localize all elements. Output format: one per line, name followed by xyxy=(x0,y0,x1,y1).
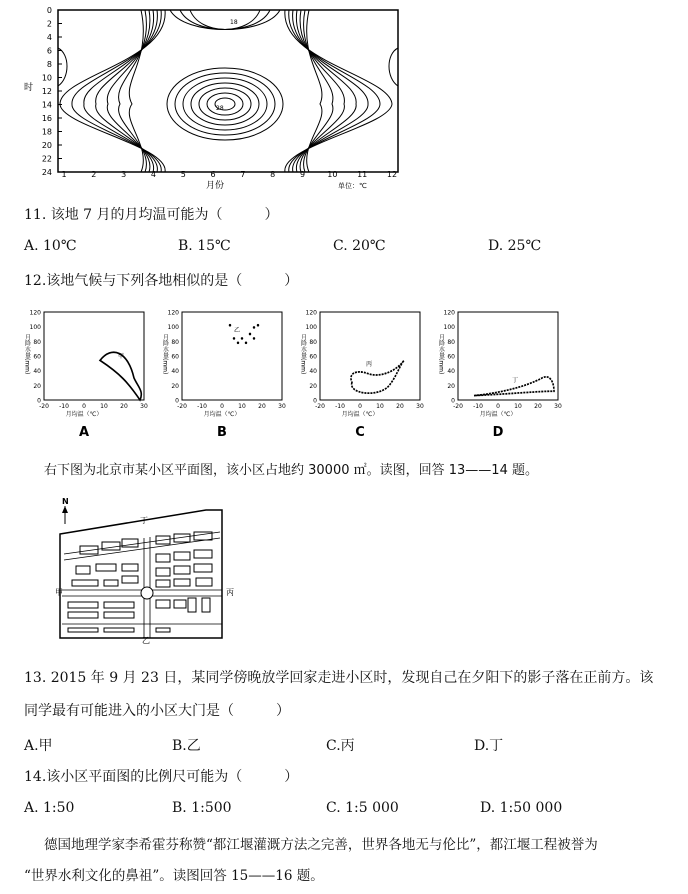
contour-y-tick-label: 16 xyxy=(41,114,52,123)
q13-option-c[interactable]: C.丙 xyxy=(326,738,355,754)
contour-value-label-28: 28 xyxy=(216,105,224,112)
climate-x-tick-label: 10 xyxy=(376,403,384,410)
climate-station-label: 甲 xyxy=(118,353,125,360)
building xyxy=(156,600,170,608)
question-13-line2: 同学最有可能进入的小区大门是（ ） xyxy=(24,703,290,719)
climate-y-tick-label: 120 xyxy=(443,309,455,317)
north-arrow-icon xyxy=(62,506,68,524)
climate-curve-path xyxy=(351,360,404,393)
building xyxy=(174,579,190,586)
contour-lines xyxy=(58,10,398,172)
climate-y-tick-label: 0 xyxy=(451,397,455,405)
contour-line xyxy=(296,10,356,172)
building xyxy=(96,564,116,571)
contour-x-tick-label: 5 xyxy=(180,170,186,179)
climate-y-tick-label: 100 xyxy=(443,324,455,332)
contour-line xyxy=(58,48,67,86)
contour-x-axis-label: 月份 xyxy=(206,181,225,191)
climate-y-tick-label: 20 xyxy=(33,382,41,390)
climate-y-tick-label: 120 xyxy=(305,309,317,317)
contour-line xyxy=(129,10,143,172)
isotherm-contour-chart xyxy=(20,6,400,192)
contour-y-tick-label: 2 xyxy=(46,19,52,29)
building xyxy=(202,598,210,612)
intro-15-16-line2: “世界水利文化的鼻祖”。读图回答 15——16 题。 xyxy=(24,868,324,884)
contour-line xyxy=(167,68,283,140)
climate-y-tick-label: 100 xyxy=(167,324,179,332)
climate-point xyxy=(233,337,235,340)
building xyxy=(104,612,134,618)
building xyxy=(102,542,120,550)
climate-x-axis-label: 月均温（℃） xyxy=(479,411,517,418)
climate-y-tick-label: 60 xyxy=(33,353,41,361)
contour-line xyxy=(119,10,147,172)
climate-y-tick-label: 80 xyxy=(309,338,317,346)
contour-x-tick-label: 2 xyxy=(91,170,97,179)
question-13-line1: 13. 2015 年 9 月 23 日，某同学傍晚放学回家走进小区时，发现自己在夕阳下的影子落在正前方。该 xyxy=(24,670,654,686)
contour-x-tick-label: 9 xyxy=(299,170,306,179)
contour-line xyxy=(60,10,165,172)
climate-chart-frame xyxy=(458,312,558,400)
q13-option-a[interactable]: A.甲 xyxy=(24,738,53,754)
climate-point xyxy=(241,337,243,340)
contour-x-tick-label: 7 xyxy=(240,170,246,179)
contour-line xyxy=(207,93,243,115)
contour-y-ticks xyxy=(42,6,62,177)
gate-ding-label: 丁 xyxy=(140,516,148,525)
climate-x-tick-label: -10 xyxy=(335,403,345,410)
building xyxy=(156,568,170,576)
q14-option-a[interactable]: A. 1:50 xyxy=(24,800,75,816)
climate-station-label: 丁 xyxy=(512,377,519,384)
building xyxy=(122,576,138,583)
climate-point xyxy=(253,326,255,329)
contour-line xyxy=(190,10,260,30)
climate-y-tick-label: 20 xyxy=(447,382,455,390)
climate-y-tick-label: 80 xyxy=(171,338,179,346)
building xyxy=(122,564,138,571)
climate-x-tick-label: 10 xyxy=(514,403,522,410)
road-line xyxy=(64,532,220,554)
contour-y-tick-label: 4 xyxy=(46,33,52,42)
climate-y-tick-label: 0 xyxy=(175,397,179,405)
question-12: 12.该地气候与下列各地相似的是（ ） xyxy=(24,273,299,289)
climate-x-tick-label: -10 xyxy=(59,403,69,410)
climate-y-tick-label: 80 xyxy=(447,338,455,346)
building-blocks xyxy=(68,532,212,632)
building xyxy=(104,580,118,586)
contour-line xyxy=(191,83,259,125)
contour-line xyxy=(307,10,322,172)
building xyxy=(156,554,170,562)
climate-y-tick-label: 40 xyxy=(309,368,317,376)
climate-y-tick-label: 20 xyxy=(309,382,317,390)
climate-x-axis-label: 月均温（℃） xyxy=(65,411,103,418)
building xyxy=(174,600,186,608)
question-11: 11. 该地 7 月的月均温可能为（ ） xyxy=(24,207,279,223)
contour-x-tick-label: 1 xyxy=(61,170,67,179)
climate-x-tick-label: 30 xyxy=(140,403,148,410)
question-14: 14.该小区平面图的比例尺可能为（ ） xyxy=(24,769,299,785)
community-plan-map xyxy=(56,492,246,652)
climate-y-tick-label: 20 xyxy=(171,382,179,390)
contour-line xyxy=(175,73,275,135)
climate-chart-d xyxy=(436,304,576,444)
climate-chart-frame xyxy=(320,312,420,400)
climate-chart-letter: B xyxy=(217,425,227,440)
climate-chart-letter: A xyxy=(78,425,90,440)
building xyxy=(104,628,134,632)
contour-y-tick-label: 8 xyxy=(46,60,52,69)
climate-x-tick-label: -20 xyxy=(39,403,49,410)
intro-15-16-line1: 德国地理学家李希霍芬称赞“都江堰灌溉方法之完善，世界各地无与伦比”，都江堰工程被誉为 xyxy=(44,837,598,853)
contour-line xyxy=(180,10,270,30)
building xyxy=(156,580,170,587)
contour-line xyxy=(289,10,380,172)
contour-y-tick-label: 20 xyxy=(41,141,52,150)
climate-point xyxy=(257,324,259,327)
contour-y-tick-label: 14 xyxy=(41,100,52,110)
contour-y-tick-label: 22 xyxy=(41,154,52,164)
climate-x-tick-label: 20 xyxy=(396,403,404,410)
q11-option-b[interactable]: B. 15℃ xyxy=(178,238,231,254)
climate-x-tick-label: 30 xyxy=(554,403,562,410)
contour-y-tick-label: 18 xyxy=(41,127,52,137)
climate-y-tick-label: 120 xyxy=(29,309,41,317)
climate-chart-c xyxy=(298,304,438,444)
contour-x-tick-label: 3 xyxy=(121,170,127,179)
climate-y-tick-label: 60 xyxy=(171,353,179,361)
climate-x-tick-label: -20 xyxy=(315,403,325,410)
contour-y-tick-label: 24 xyxy=(41,168,52,177)
contour-y-tick-label: 12 xyxy=(41,87,52,96)
gate-bing-label: 丙 xyxy=(226,588,234,597)
climate-chart-a xyxy=(22,304,162,444)
contour-y-tick-label: 10 xyxy=(41,73,52,83)
climate-y-tick-label: 0 xyxy=(37,397,41,405)
climate-x-tick-label: -20 xyxy=(177,403,187,410)
building xyxy=(68,628,98,632)
q11-option-d[interactable]: D. 25℃ xyxy=(488,238,542,254)
building xyxy=(68,602,98,608)
climate-curve xyxy=(351,360,404,393)
climate-y-tick-label: 60 xyxy=(309,353,317,361)
climate-x-tick-label: -10 xyxy=(197,403,207,410)
contour-x-tick-label: 4 xyxy=(150,170,157,179)
climate-y-axis-label: 月降水量(mm) xyxy=(299,334,307,375)
contour-line xyxy=(183,78,267,130)
climate-y-tick-label: 100 xyxy=(305,324,317,332)
climate-point xyxy=(249,333,251,336)
contour-y-axis-label: 时 xyxy=(24,83,34,93)
climate-x-axis-label: 月均温（℃） xyxy=(203,411,241,418)
contour-line xyxy=(170,10,280,30)
contour-x-tick-label: 6 xyxy=(210,170,216,179)
climate-x-tick-label: 20 xyxy=(120,403,128,410)
climate-y-axis-label: 月降水量(mm) xyxy=(23,334,31,375)
contour-unit-label: 单位：℃ xyxy=(338,182,367,190)
q11-option-c[interactable]: C. 20℃ xyxy=(333,238,386,254)
q14-option-b[interactable]: B. 1:500 xyxy=(172,800,232,816)
building xyxy=(72,580,98,586)
climate-x-tick-label: -20 xyxy=(453,403,463,410)
climate-station-label: 乙 xyxy=(234,327,241,334)
intro-13-14: 右下图为北京市某小区平面图，该小区占地约 30000 ㎡。读图，回答 13——14 题。 xyxy=(44,463,538,478)
climate-x-tick-label: -10 xyxy=(473,403,483,410)
building xyxy=(80,546,98,554)
q13-option-b[interactable]: B.乙 xyxy=(172,738,201,754)
building xyxy=(194,564,212,572)
climate-y-tick-label: 40 xyxy=(171,368,179,376)
building xyxy=(174,552,190,560)
climate-x-tick-label: 30 xyxy=(278,403,286,410)
climate-x-tick-label: 20 xyxy=(534,403,542,410)
climate-chart-letter: D xyxy=(492,425,504,440)
climate-x-axis-label: 月均温（℃） xyxy=(341,411,379,418)
climate-x-tick-label: 20 xyxy=(258,403,266,410)
climate-y-tick-label: 100 xyxy=(29,324,41,332)
q14-option-c[interactable]: C. 1:5 000 xyxy=(326,800,399,816)
climate-y-axis-label: 月降水量(mm) xyxy=(161,334,169,375)
contour-value-label-18: 18 xyxy=(230,19,238,26)
contour-line xyxy=(285,10,392,172)
building xyxy=(68,612,98,618)
building xyxy=(196,578,212,586)
contour-x-tick-label: 10 xyxy=(327,170,338,179)
climate-station-label: 丙 xyxy=(366,361,373,368)
building xyxy=(188,598,196,612)
climate-x-tick-label: 0 xyxy=(358,403,362,410)
building xyxy=(174,566,190,574)
climate-y-axis-label: 月降水量(mm) xyxy=(437,334,445,375)
contour-x-tick-label: 8 xyxy=(270,170,276,179)
q13-option-d[interactable]: D.丁 xyxy=(474,738,504,754)
climate-point xyxy=(229,324,231,327)
climate-x-tick-label: 0 xyxy=(220,403,224,410)
climate-chart-frame xyxy=(182,312,282,400)
climate-x-tick-label: 0 xyxy=(496,403,500,410)
building xyxy=(156,628,170,632)
climate-chart-letter: C xyxy=(355,425,365,440)
contour-x-tick-label: 12 xyxy=(386,170,398,179)
climate-point xyxy=(237,341,239,344)
building xyxy=(194,550,212,558)
road-line xyxy=(64,538,220,560)
climate-y-tick-label: 80 xyxy=(33,338,41,346)
contour-x-tick-label: 11 xyxy=(357,170,368,179)
gate-yi-label: 乙 xyxy=(142,636,150,645)
climate-point xyxy=(245,341,247,344)
building xyxy=(76,566,90,574)
climate-chart-b xyxy=(160,304,300,444)
climate-x-tick-label: 30 xyxy=(416,403,424,410)
contour-y-tick-label: 6 xyxy=(46,46,52,56)
contour-y-tick-label: 0 xyxy=(46,6,52,15)
climate-point xyxy=(253,337,255,340)
contour-line xyxy=(96,10,154,172)
q14-option-d[interactable]: D. 1:50 000 xyxy=(480,800,563,816)
climate-x-tick-label: 10 xyxy=(238,403,246,410)
building xyxy=(104,602,134,608)
contour-line xyxy=(389,48,398,86)
climate-y-tick-label: 0 xyxy=(313,397,317,405)
north-label: N xyxy=(62,497,69,506)
roundabout xyxy=(141,587,153,599)
contour-line xyxy=(304,10,333,172)
gate-jia-label: 甲 xyxy=(55,588,63,597)
climate-y-tick-label: 40 xyxy=(33,368,41,376)
contour-line xyxy=(84,10,158,172)
climate-chart-frame xyxy=(44,312,144,400)
climate-x-tick-label: 0 xyxy=(82,403,86,410)
climate-y-tick-label: 40 xyxy=(447,368,455,376)
climate-y-tick-label: 60 xyxy=(447,353,455,361)
q11-option-a[interactable]: A. 10℃ xyxy=(24,238,77,254)
climate-x-tick-label: 10 xyxy=(100,403,108,410)
climate-y-tick-label: 120 xyxy=(167,309,179,317)
